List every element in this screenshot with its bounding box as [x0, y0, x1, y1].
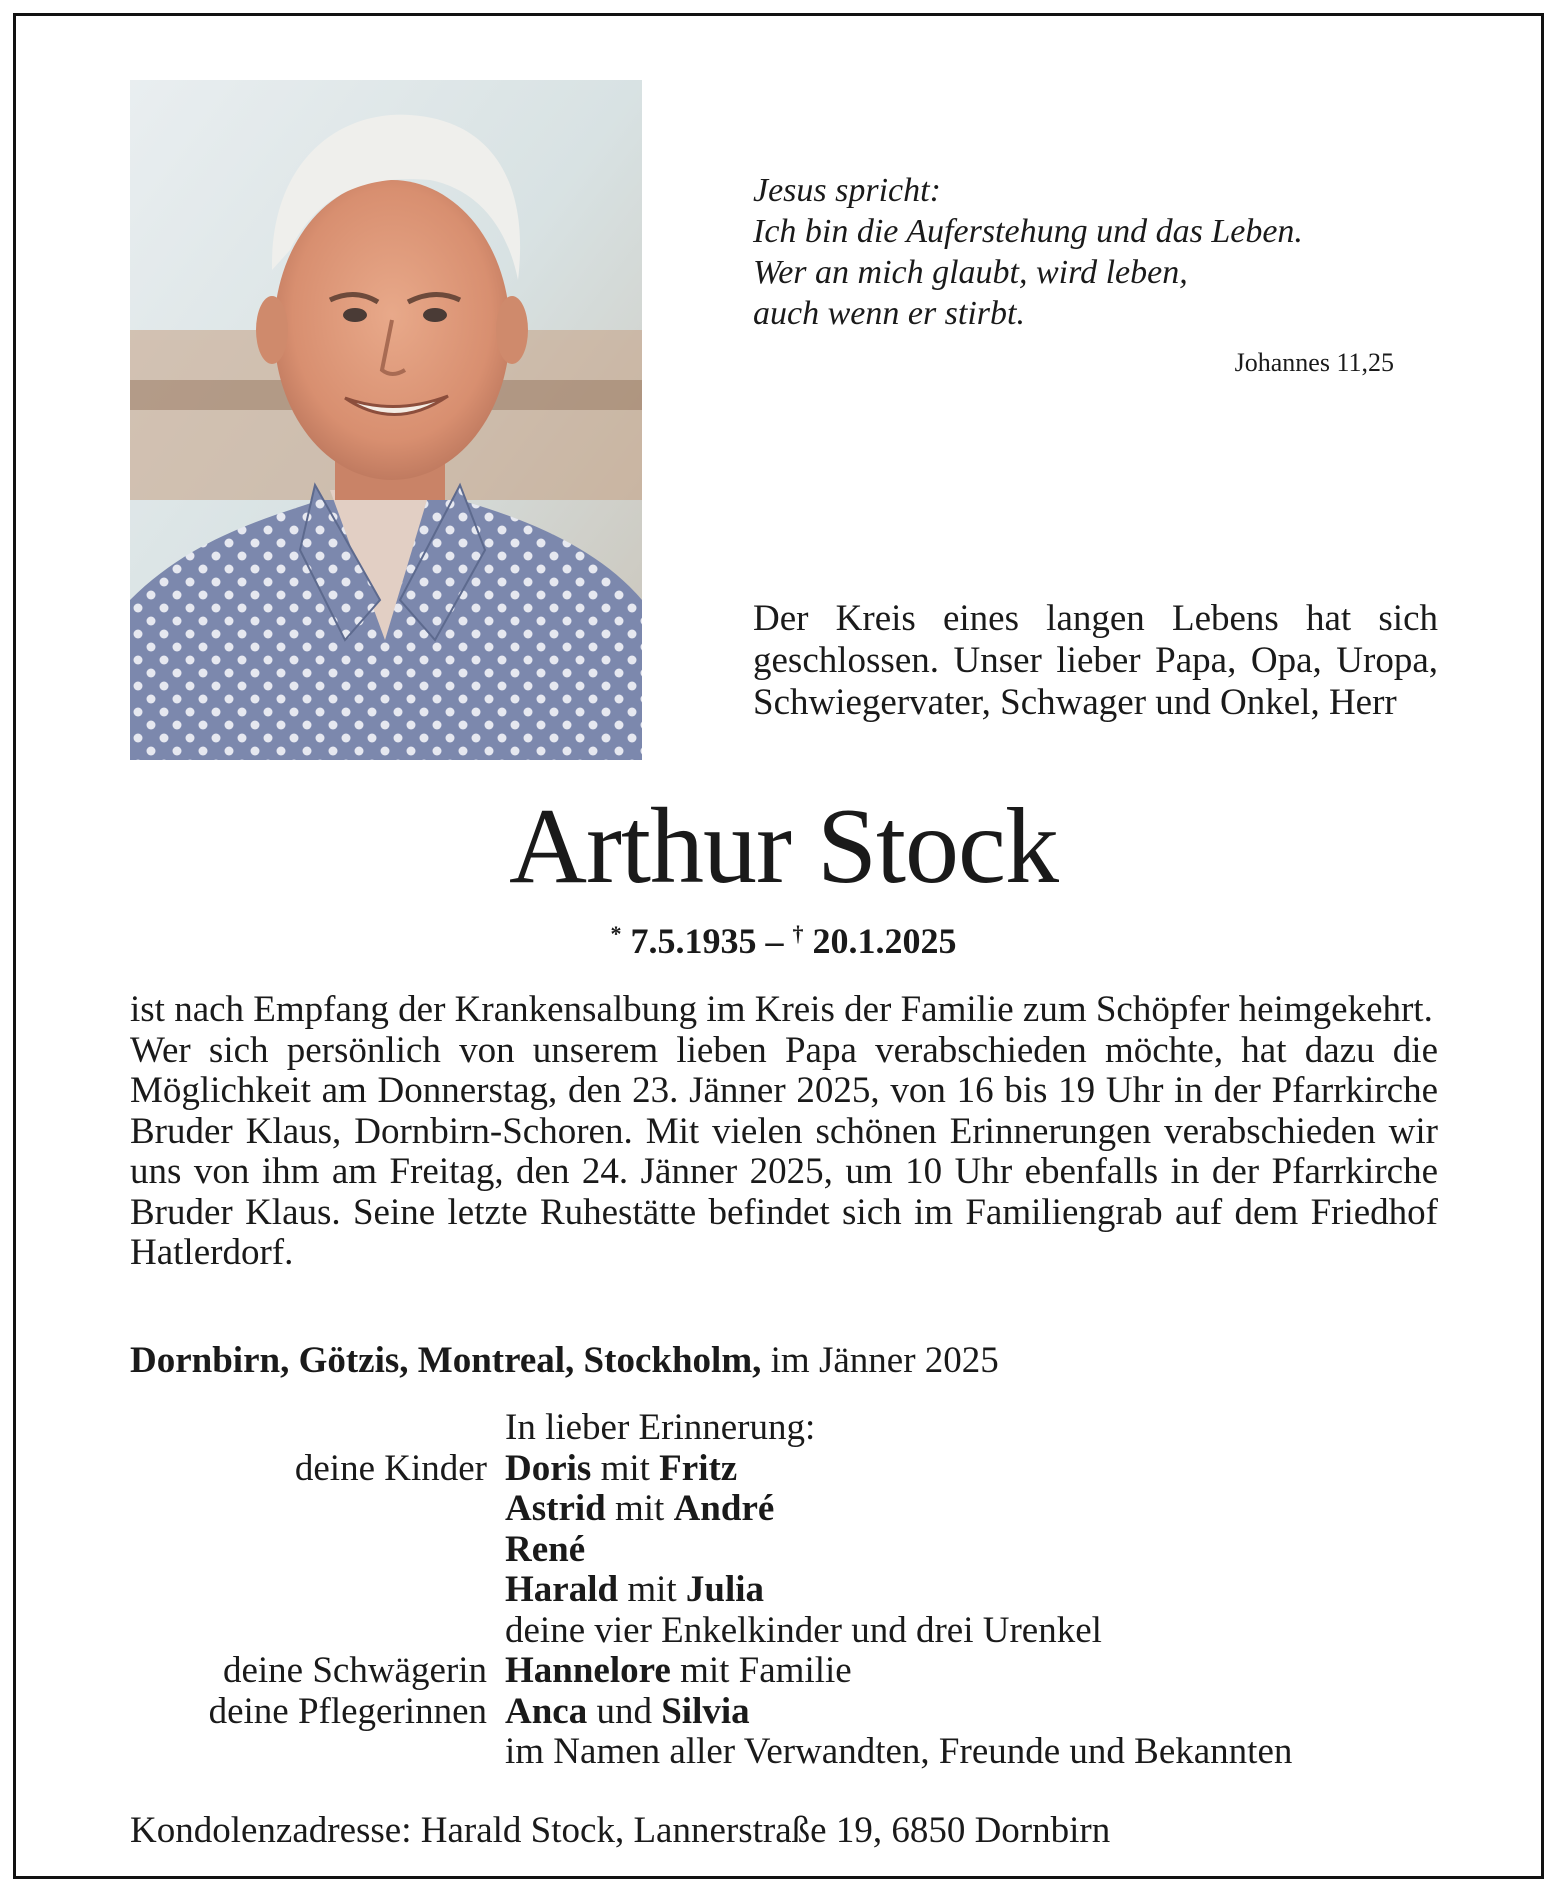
portrait-photo — [130, 80, 642, 760]
body-paragraph: ist nach Empfang der Krankensalbung im Kreis der Familie zum Schöpfer heimgekehrt. — [130, 989, 1433, 1030]
carers-label: deine Pflegerinnen — [208, 1690, 487, 1732]
death-symbol: † — [792, 921, 804, 946]
birth-symbol: * — [610, 921, 622, 946]
birth-date: 7.5.1935 — [630, 921, 757, 961]
date-separator: – — [765, 921, 784, 961]
places-cities: Dornbirn, Götzis, Montreal, Stockholm, — [130, 1340, 762, 1381]
places-line — [130, 1340, 1438, 1382]
child-entry: Harald mit Julia — [505, 1569, 765, 1610]
places-date: im Jänner 2025 — [770, 1340, 999, 1381]
closing-entry: im Namen aller Verwandten, Freunde und Bekannten — [505, 1731, 1293, 1772]
intro-text: Der Kreis eines langen Lebens hat sich geschlossen. Unser lieber Papa, Opa, Uropa, Schwiegervater, Schwager und Onkel, Herr — [753, 598, 1438, 723]
mourners-heading: In lieber Erinnerung: — [505, 1407, 816, 1448]
child-entry: Doris mit Fritz — [505, 1447, 738, 1489]
grandchildren-entry: deine vier Enkelkinder und drei Urenkel — [505, 1609, 1102, 1651]
quote-line: auch wenn er stirbt. — [753, 295, 1025, 332]
death-date: 20.1.2025 — [812, 921, 957, 961]
mourners-list — [130, 1408, 1438, 1773]
sister-in-law-label: deine Schwägerin — [222, 1650, 487, 1691]
condolence-address: Kondolenzadresse: Harald Stock, Lannerstraße 19, 6850 Dornbirn — [130, 1810, 1111, 1851]
deceased-name: Arthur Stock — [509, 787, 1058, 906]
bible-quote — [753, 170, 1413, 334]
quote-line: Wer an mich glaubt, wird leben, — [753, 254, 1188, 291]
quote-reference: Johannes 11,25 — [1234, 348, 1394, 377]
quote-line: Jesus spricht: — [753, 172, 941, 209]
life-dates — [0, 920, 1567, 962]
child-entry: Astrid mit André — [505, 1488, 775, 1529]
sister-in-law-entry: Hannelore mit Familie — [505, 1650, 852, 1691]
quote-line: Ich bin die Auferstehung und das Leben. — [753, 213, 1303, 250]
body-paragraph: Wer sich persönlich von unserem lieben Papa verabschieden möchte, hat dazu die Möglichkeit am Donnerstag, den 23. Jänner 2025, von 16 bis 19 Uhr in der Pfarrkirche Bruder Klaus, Dornbirn-Schoren. Mit vielen schönen Erinnerungen verabschieden wir uns von ihm am Freitag, den 24. Jänner 2025, um 10 Uhr ebenfalls in der Pfarrkirche Bruder Klaus. Seine letzte Ruhestätte befindet sich im Familiengrab auf dem Friedhof Hatlerdorf. — [130, 1029, 1438, 1273]
child-entry: René — [505, 1528, 586, 1570]
carers-entry: Anca und Silvia — [505, 1690, 750, 1732]
children-label: deine Kinder — [294, 1447, 487, 1489]
announcement-body — [130, 990, 1438, 1274]
